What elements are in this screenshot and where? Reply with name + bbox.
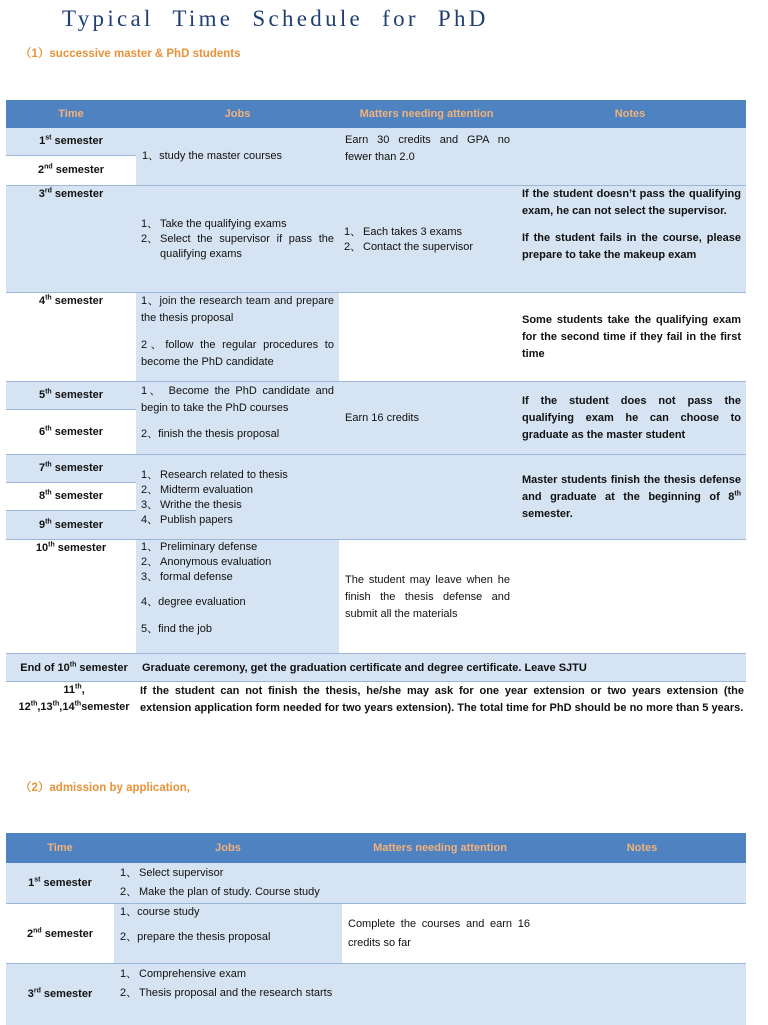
table-row bbox=[6, 863, 746, 903]
notes-cell bbox=[514, 128, 746, 185]
matters-cell: 1、 Each takes 3 exams 2、 Contact the supervisor bbox=[339, 186, 514, 293]
notes-cell: If the student doesn’t pass the qualifying exam, he can not select the supervisor. If the student fails in the course, please prepare to take the makeup exam bbox=[514, 186, 746, 293]
matters-cell: Earn 30 credits and GPA no fewer than 2.0 bbox=[339, 128, 514, 185]
time-cell: 9th semester bbox=[6, 511, 136, 540]
time-cell: 4th semester bbox=[6, 293, 136, 382]
header-notes: Notes bbox=[614, 107, 646, 120]
jobs-cell: 1、 Become the PhD candidate and begin to take the PhD courses 2、finish the thesis proposal bbox=[136, 382, 339, 455]
table-row bbox=[6, 681, 746, 747]
time-cell: 7th semester bbox=[6, 455, 136, 483]
table-row bbox=[6, 539, 746, 654]
header-matters: Matters needing attention bbox=[373, 841, 507, 854]
notes-cell bbox=[538, 904, 746, 964]
jobs-cell: 1、study the master courses bbox=[136, 128, 339, 185]
matters-cell bbox=[339, 293, 514, 382]
table-header bbox=[6, 100, 746, 128]
notes-cell bbox=[514, 540, 746, 654]
time-cell: 2nd semester bbox=[6, 156, 136, 185]
time-cell: 11th, 12th,13th,14thsemester bbox=[18, 683, 130, 713]
notes-cell: Master students finish the thesis defense and graduate at the beginning of 8th semester. bbox=[514, 455, 746, 540]
header-time: Time bbox=[58, 107, 84, 120]
time-cell: 2nd semester bbox=[6, 904, 114, 964]
time-cell: 1st semester bbox=[6, 128, 136, 156]
table-row bbox=[6, 381, 746, 455]
matters-cell bbox=[339, 455, 514, 540]
jobs-cell: 1、 Take the qualifying exams 2、 Select the supervisor if pass the qualifying exams bbox=[136, 186, 339, 293]
matters-cell: The student may leave when he finish the thesis defense and submit all the materials bbox=[339, 540, 514, 654]
table-header bbox=[6, 833, 746, 863]
graduation-cell: Graduate ceremony, get the graduation certificate and degree certificate. Leave SJTU bbox=[142, 661, 587, 674]
section-heading-successive: （1）successive master & PhD students bbox=[20, 48, 241, 60]
time-cell: 6th semester bbox=[6, 410, 136, 455]
table-row bbox=[6, 963, 746, 1025]
table-row bbox=[6, 292, 746, 382]
jobs-cell: 1、join the research team and prepare the thesis proposal 2、follow the regular procedures to become the PhD candidate bbox=[136, 293, 339, 382]
table-row bbox=[6, 653, 746, 682]
matters-cell: Earn 16 credits bbox=[339, 382, 514, 455]
matters-cell: Complete the courses and earn 16 credits so far bbox=[342, 904, 538, 964]
header-jobs: Jobs bbox=[224, 107, 251, 120]
table-row bbox=[6, 454, 746, 540]
jobs-cell: 1、 Comprehensive exam 2、 Thesis proposal and the research starts bbox=[120, 968, 333, 999]
time-cell: 1st semester bbox=[28, 875, 92, 889]
time-cell: 8th semester bbox=[6, 483, 136, 511]
time-cell: 3rd semester bbox=[6, 186, 136, 293]
time-cell: End of 10th semester bbox=[20, 660, 128, 674]
table-row bbox=[6, 128, 746, 185]
table-row bbox=[6, 903, 746, 964]
header-time: Time bbox=[47, 841, 73, 854]
notes-cell: If the student does not pass the qualifying exam he can choose to graduate as the master student bbox=[514, 382, 746, 455]
header-notes: Notes bbox=[626, 841, 658, 854]
time-cell: 10th semester bbox=[6, 540, 136, 654]
header-matters: Matters needing attention bbox=[359, 107, 494, 120]
notes-cell: Some students take the qualifying exam for the second time if they fail in the first time bbox=[514, 293, 746, 382]
extension-cell: If the student can not finish the thesis, he/she may ask for one year extension or two years extension (the extension application form needed for two years extension). The total time for PhD should be no more than 5 years. bbox=[140, 685, 744, 714]
jobs-cell: 1、 Preliminary defense 2、 Anonymous evaluation 3、 formal defense 4、degree evaluation 5、find the job bbox=[136, 540, 339, 654]
table-row bbox=[6, 185, 746, 293]
page-title: Typical Time Schedule for PhD bbox=[62, 6, 489, 31]
section-heading-application: （2）admission by application, bbox=[20, 782, 190, 794]
time-cell: 5th semester bbox=[6, 382, 136, 410]
jobs-cell: 1、 Select supervisor 2、 Make the plan of study. Course study bbox=[120, 867, 320, 898]
jobs-cell: 1、 Research related to thesis 2、 Midterm evaluation 3、 Writhe the thesis 4、 Publish papers bbox=[136, 455, 339, 540]
header-jobs: Jobs bbox=[215, 841, 241, 854]
jobs-cell: 1、course study 2、prepare the thesis proposal bbox=[114, 904, 342, 964]
time-cell: 3rd semester bbox=[27, 987, 93, 1000]
